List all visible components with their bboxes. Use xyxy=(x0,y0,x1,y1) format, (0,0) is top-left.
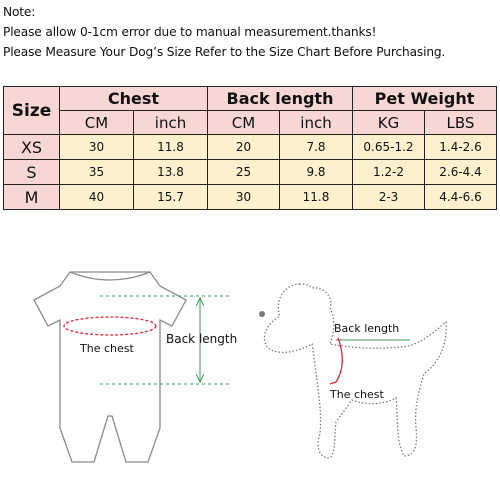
table-cell: 11.8 xyxy=(134,135,208,160)
table-cell: 11.8 xyxy=(280,185,353,210)
note-heading: Note: xyxy=(3,5,36,19)
unit-header: LBS xyxy=(425,111,497,135)
table-cell: 2.6-4.4 xyxy=(425,160,497,185)
unit-header: KG xyxy=(353,111,425,135)
note-measurement-error: Please allow 0-1cm error due to manual measurement.thanks! xyxy=(3,25,377,39)
unit-header: inch xyxy=(280,111,353,135)
table-cell: 9.8 xyxy=(280,160,353,185)
table-cell: 15.7 xyxy=(134,185,208,210)
row-size-label: M xyxy=(4,185,60,210)
row-size-label: S xyxy=(4,160,60,185)
unit-header: inch xyxy=(134,111,208,135)
table-row xyxy=(4,135,497,160)
back-length-header: Back length xyxy=(208,87,353,111)
dog-back-length-label: Back length xyxy=(334,322,400,335)
table-cell: 20 xyxy=(208,135,280,160)
diagram-drawing xyxy=(0,258,500,468)
shirt-back-length-label: Back length xyxy=(166,332,238,346)
table-cell: 0.65-1.2 xyxy=(353,135,425,160)
shirt-chest-label: The chest xyxy=(80,342,134,355)
notes-section xyxy=(3,2,497,62)
dog-nose-icon xyxy=(259,311,265,317)
dog-outline xyxy=(264,284,446,458)
table-cell: 7.8 xyxy=(280,135,353,160)
table-cell: 1.4-2.6 xyxy=(425,135,497,160)
row-size-label: XS xyxy=(4,135,60,160)
size-header: Size xyxy=(4,87,60,135)
pet-weight-header: Pet Weight xyxy=(353,87,497,111)
table-cell: 40 xyxy=(60,185,134,210)
chest-header: Chest xyxy=(60,87,208,111)
unit-header: CM xyxy=(60,111,134,135)
table-cell: 13.8 xyxy=(134,160,208,185)
table-cell: 30 xyxy=(60,135,134,160)
shirt-outline xyxy=(34,272,186,462)
table-cell: 35 xyxy=(60,160,134,185)
table-row xyxy=(4,185,497,210)
unit-header: CM xyxy=(208,111,280,135)
table-cell: 4.4-6.6 xyxy=(425,185,497,210)
table-row xyxy=(4,160,497,185)
note-measure-instruction: Please Measure Your Dog’s Size Refer to the Size Chart Before Purchasing. xyxy=(3,45,446,59)
table-cell: 25 xyxy=(208,160,280,185)
table-cell: 1.2-2 xyxy=(353,160,425,185)
table-cell: 2-3 xyxy=(353,185,425,210)
measurement-diagrams xyxy=(0,258,500,468)
table-cell: 30 xyxy=(208,185,280,210)
dog-chest-label: The chest xyxy=(330,388,384,401)
size-chart-table xyxy=(3,86,497,210)
